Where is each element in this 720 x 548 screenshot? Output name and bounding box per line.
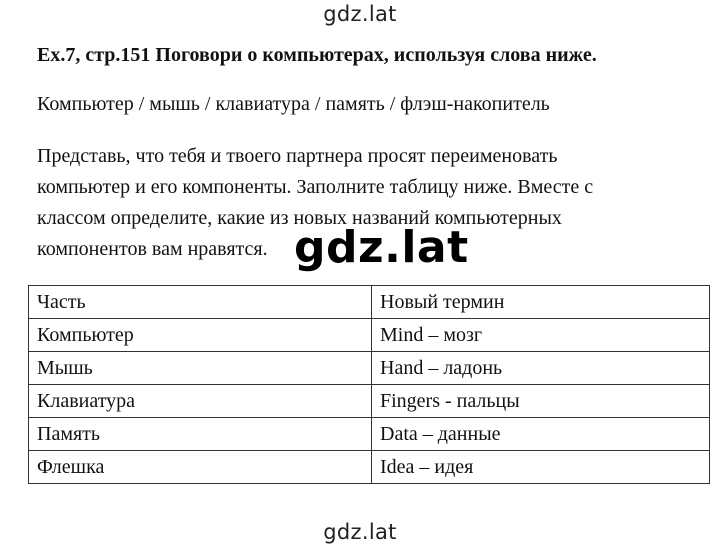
table-row [29,385,710,418]
header-part: Часть [29,286,372,319]
cell-part: Клавиатура [29,385,372,418]
cell-new-term: Idea – идея [372,451,710,484]
table-row [29,319,710,352]
exercise-title: Ex.7, стр.151 Поговори о компьютерах, используя слова ниже. [37,44,597,66]
cell-part: Флешка [29,451,372,484]
word-list: Компьютер / мышь / клавиатура / память / флэш-накопитель [37,93,550,115]
table-row [29,418,710,451]
paragraph-line: компьютер и его компоненты. Заполните таблицу ниже. Вместе с [37,176,594,198]
paragraph-line: классом определите, какие из новых названий компьютерных [37,207,562,229]
terms-table [28,285,710,484]
watermark-bottom: gdz.lat [323,520,397,544]
paragraph-line: Представь, что тебя и твоего партнера просят переименовать [37,145,558,167]
table-row [29,451,710,484]
cell-new-term: Mind – мозг [372,319,710,352]
table-header-row [29,286,710,319]
cell-part: Мышь [29,352,372,385]
paragraph-line: компонентов вам нравятся. [37,238,268,260]
header-new-term: Новый термин [372,286,710,319]
cell-new-term: Data – данные [372,418,710,451]
cell-new-term: Fingers - пальцы [372,385,710,418]
cell-part: Память [29,418,372,451]
cell-part: Компьютер [29,319,372,352]
cell-new-term: Hand – ладонь [372,352,710,385]
table-row [29,352,710,385]
watermark-top: gdz.lat [323,2,397,26]
watermark-middle: gdz.lat [294,222,469,273]
